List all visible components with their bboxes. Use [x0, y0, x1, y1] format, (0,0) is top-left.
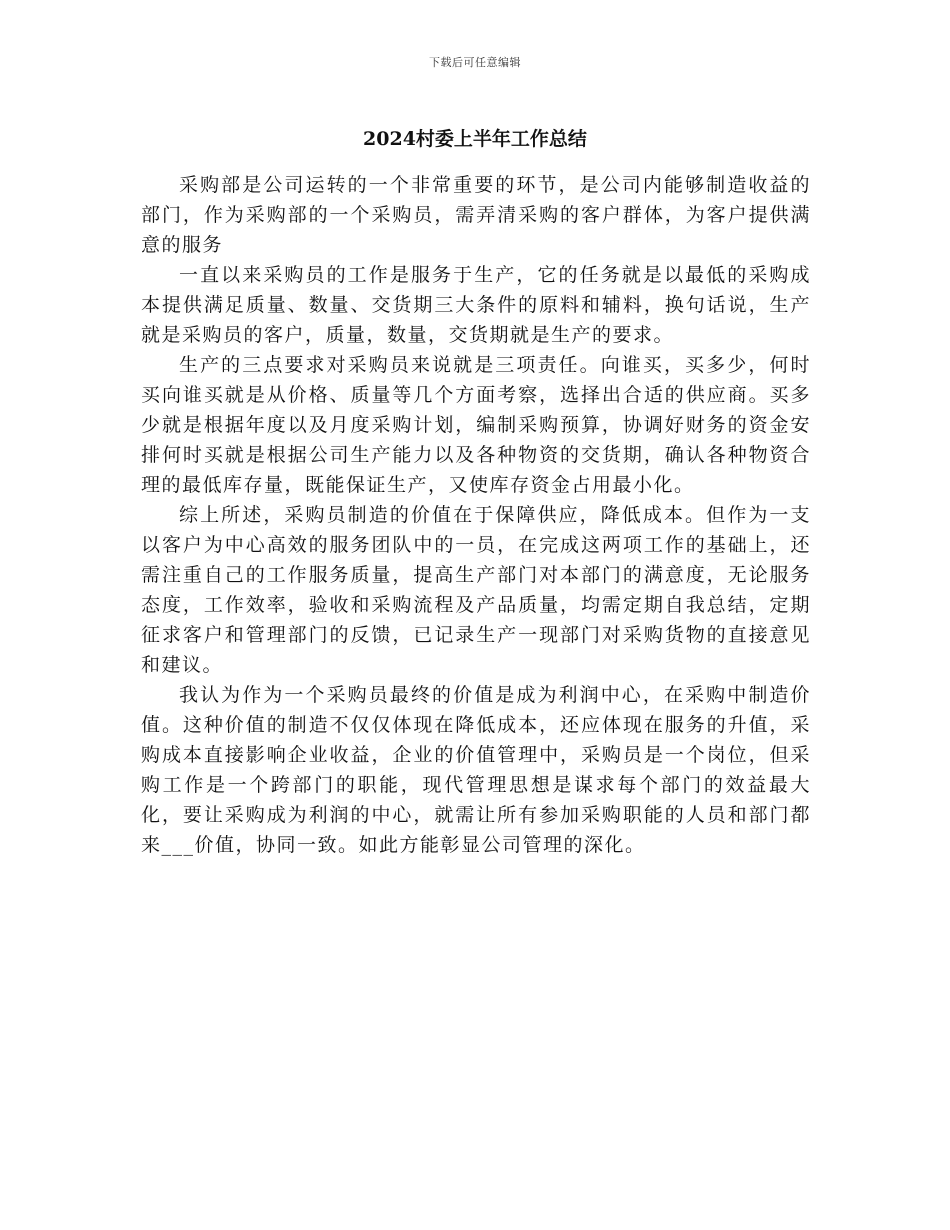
paragraph: 我认为作为一个采购员最终的价值是成为利润中心，在采购中制造价值。这种价值的制造不仅仅体现在降低成本，还应体现在服务的升值，采购成本直接影响企业收益，企业的价值管理中，采购员是一个岗位，但采购工作是一个跨部门的职能，现代管理思想是谋求每个部门的效益最大化，要让采购成为利润的中心，就需让所有参加采购职能的人员和部门都来___价值，协同一致。如此方能彰显公司管理的深化。 — [141, 684, 811, 856]
paragraph: 生产的三点要求对采购员来说就是三项责任。向谁买，买多少，何时买向谁买就是从价格、质量等几个方面考察，选择出合适的供应商。买多少就是根据年度以及月度采购计划，编制采购预算，协调好财务的资金安排何时买就是根据公司生产能力以及各种物资的交货期，确认各种物资合理的最低库存量，既能保证生产，又使库存资金占用最小化。 — [141, 354, 811, 496]
document-body — [141, 170, 811, 860]
page-header-note: 下载后可任意编辑 — [429, 56, 521, 69]
paragraph: 综上所述，采购员制造的价值在于保障供应，降低成本。但作为一支以客户为中心高效的服务团队中的一员，在完成这两项工作的基础上，还需注重自己的工作服务质量，提高生产部门对本部门的满意度，无论服务态度，工作效率，验收和采购流程及产品质量，均需定期自我总结，定期征求客户和管理部门的反馈，已记录生产一现部门对采购货物的直接意见和建议。 — [141, 504, 811, 676]
paragraph: 采购部是公司运转的一个非常重要的环节，是公司内能够制造收益的部门，作为采购部的一个采购员，需弄清采购的客户群体，为客户提供满意的服务 — [141, 174, 811, 256]
document-title: 2024村委上半年工作总结 — [363, 128, 587, 150]
paragraph: 一直以来采购员的工作是服务于生产，它的任务就是以最低的采购成本提供满足质量、数量、交货期三大条件的原料和辅料，换句话说，生产就是采购员的客户，质量，数量，交货期就是生产的要求。 — [141, 264, 811, 346]
